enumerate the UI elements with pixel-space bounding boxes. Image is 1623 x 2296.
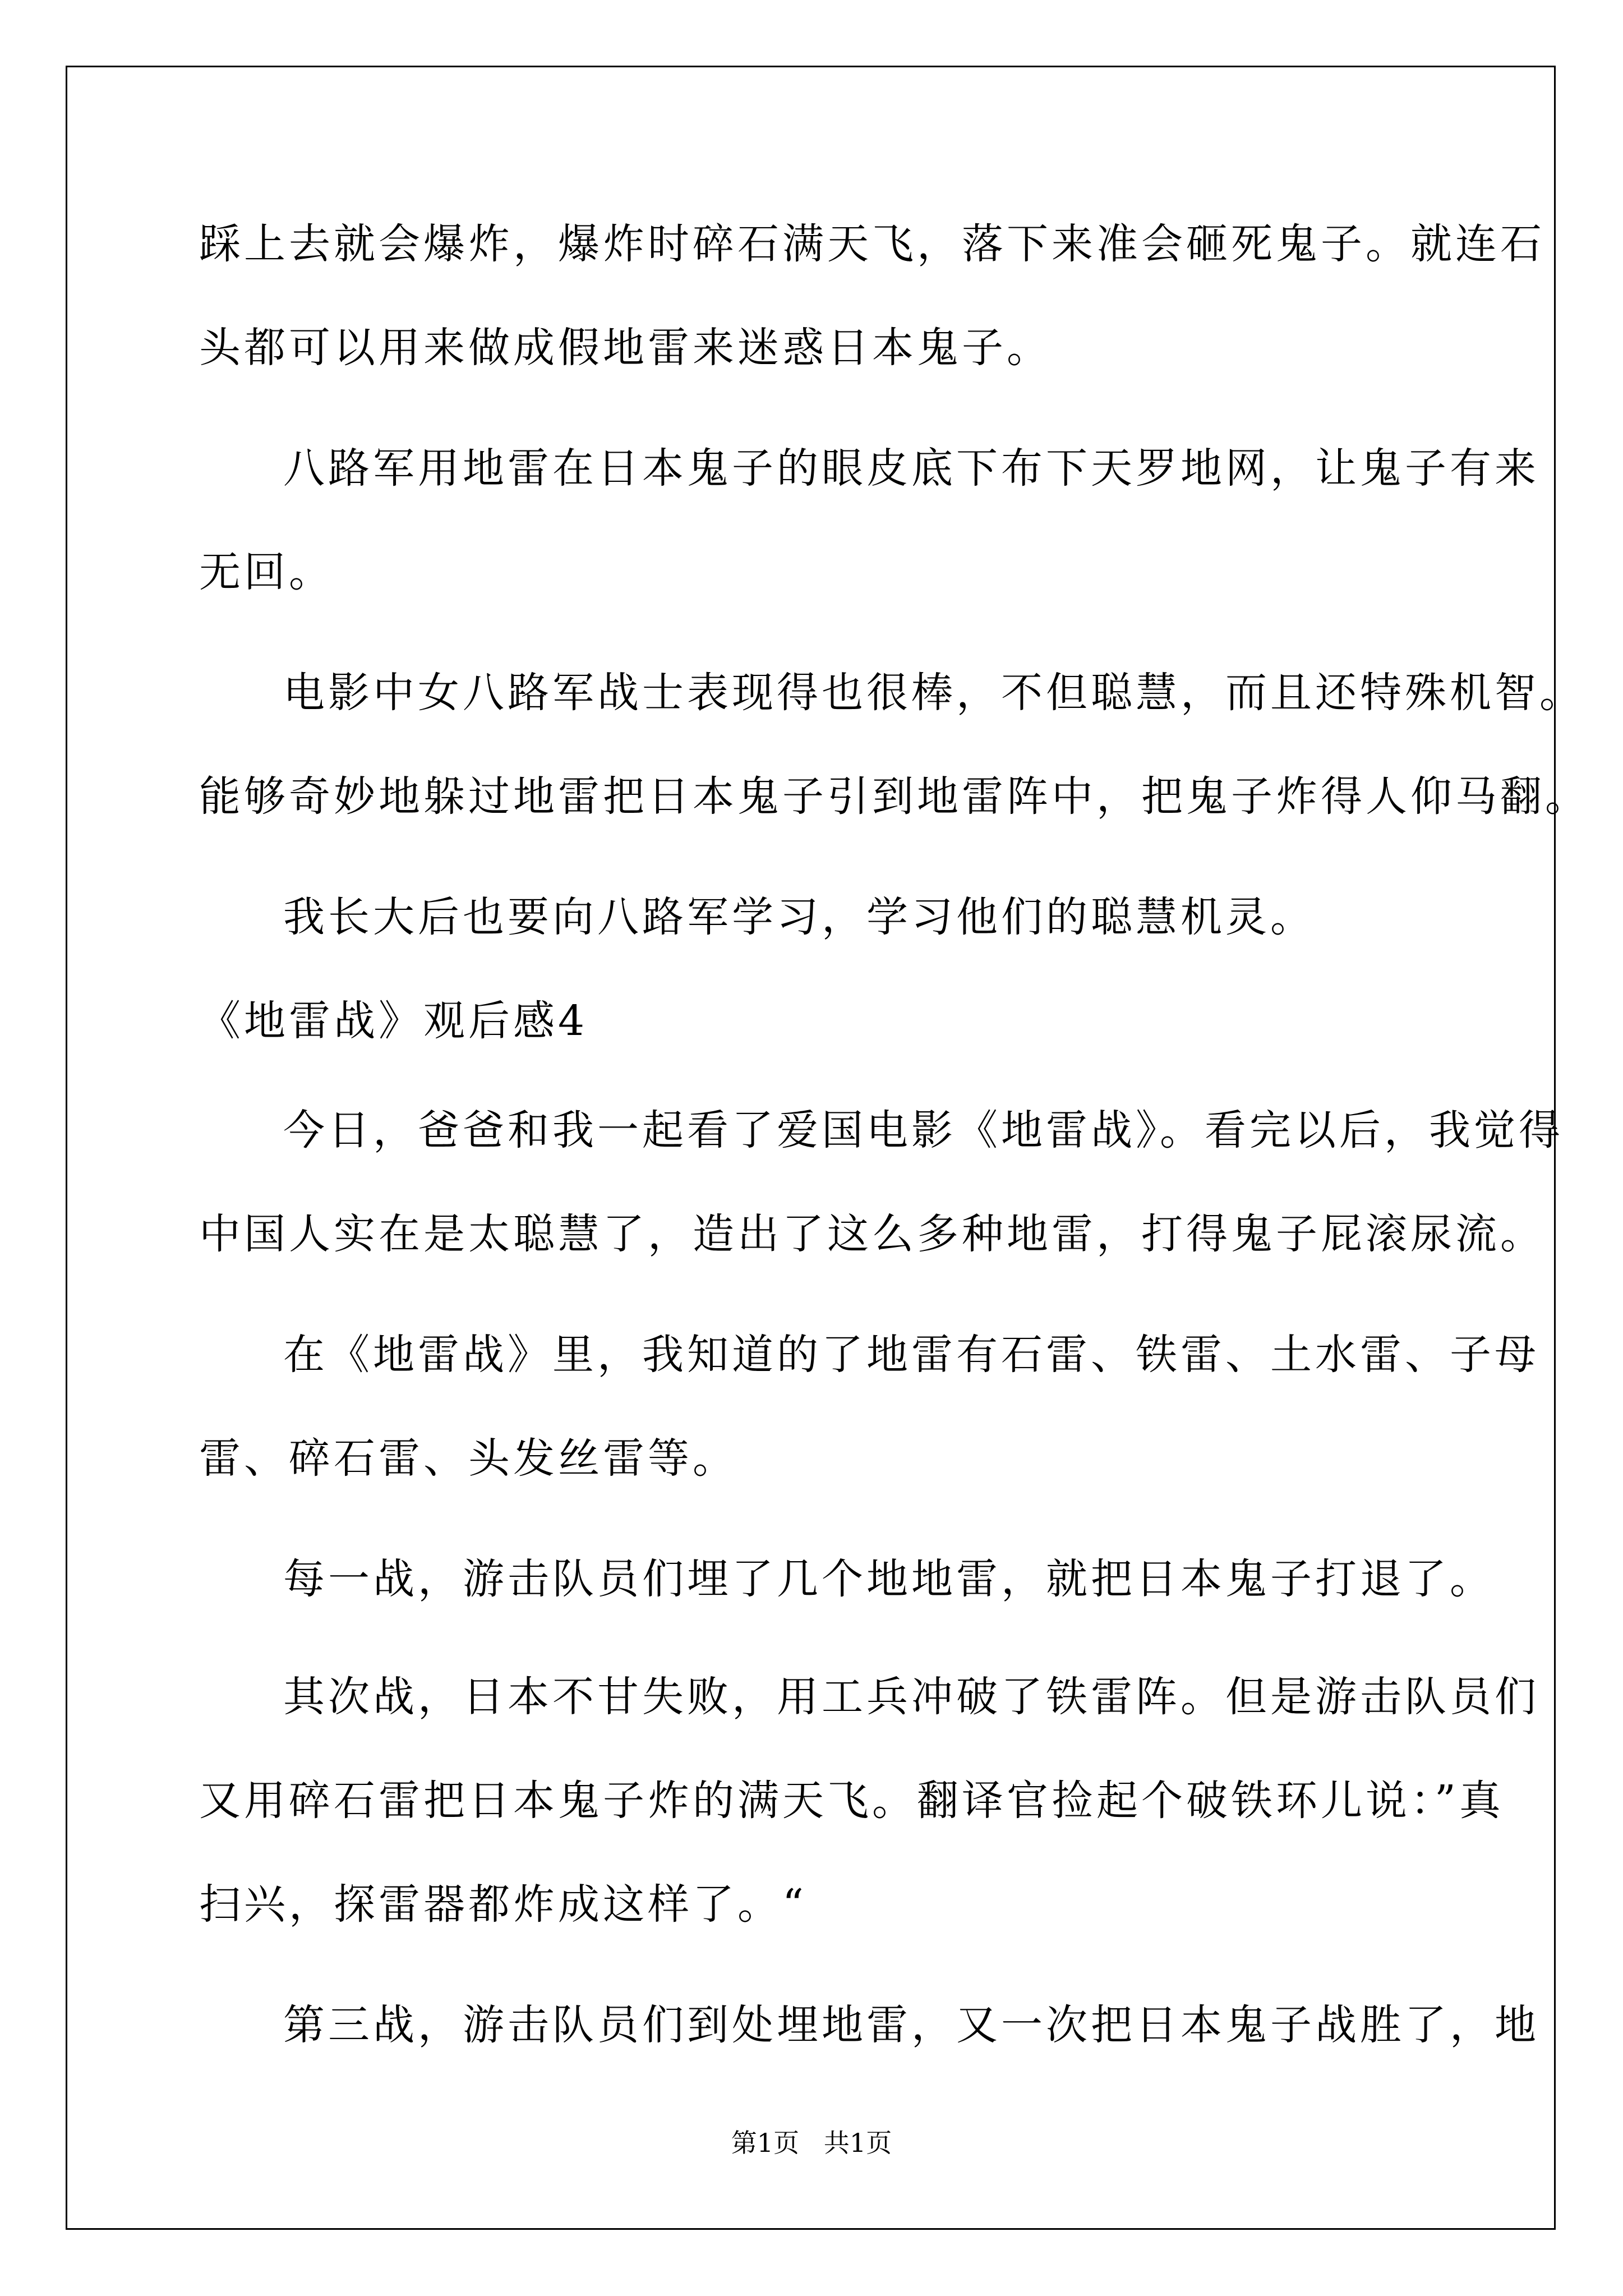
paragraph-line: 又用碎石雷把日本鬼子炸的满天飞。翻译官捡起个破铁环儿说：”真 <box>199 1777 1504 1825</box>
section-heading: 《地雷战》观后感4 <box>199 997 588 1045</box>
page-footer: 第1页 共1页 <box>731 2128 892 2158</box>
paragraph-line: 中国人实在是太聪慧了，造出了这么多种地雷，打得鬼子屁滚尿流。 <box>199 1210 1545 1258</box>
paragraph-line: 八路军用地雷在日本鬼子的眼皮底下布下天罗地网，让鬼子有来 <box>283 444 1539 493</box>
paragraph-line: 我长大后也要向八路军学习，学习他们的聪慧机灵。 <box>283 893 1315 941</box>
paragraph-line: 电影中女八路军战士表现得也很棒，不但聪慧，而且还特殊机智。 <box>283 669 1584 717</box>
paragraph-line: 其次战，日本不甘失败，用工兵冲破了铁雷阵。但是游击队员们 <box>283 1673 1539 1721</box>
paragraph-line: 扫兴，探雷器都炸成这样了。“ <box>199 1880 807 1929</box>
paragraph-line: 无回。 <box>199 548 334 596</box>
paragraph-line: 在《地雷战》里，我知道的了地雷有石雷、铁雷、土水雷、子母 <box>283 1331 1539 1379</box>
paragraph-line: 第三战，游击队员们到处埋地雷，又一次把日本鬼子战胜了，地 <box>283 2001 1539 2049</box>
paragraph-line: 能够奇妙地躲过地雷把日本鬼子引到地雷阵中，把鬼子炸得人仰马翻。 <box>199 772 1590 821</box>
paragraph-line: 头都可以用来做成假地雷来迷惑日本鬼子。 <box>199 324 1052 372</box>
paragraph-line: 今日，爸爸和我一起看了爱国电影《地雷战》。看完以后，我觉得 <box>283 1106 1564 1154</box>
paragraph-line: 踩上去就会爆炸，爆炸时碎石满天飞，落下来准会砸死鬼子。就连石 <box>199 220 1545 268</box>
paragraph-line: 每一战，游击队员们埋了几个地地雷，就把日本鬼子打退了。 <box>283 1555 1495 1603</box>
paragraph-line: 雷、碎石雷、头发丝雷等。 <box>199 1434 737 1483</box>
